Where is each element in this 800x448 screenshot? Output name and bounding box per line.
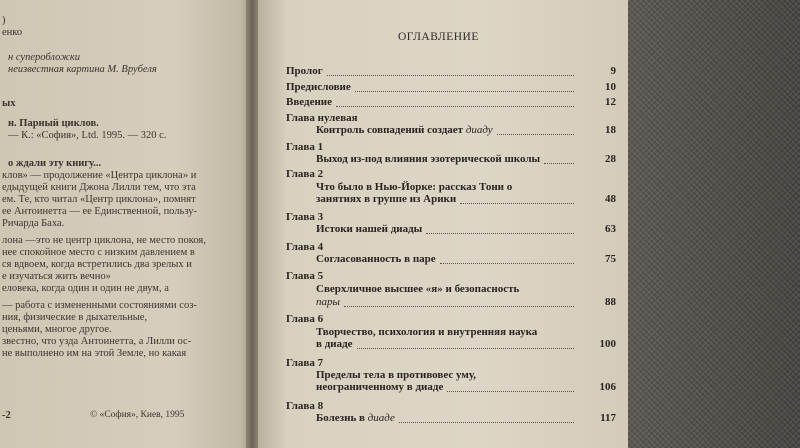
toc-entry bbox=[258, 296, 628, 312]
toc-entry-title bbox=[316, 153, 540, 165]
toc-entry-text: Сверхличное высшее «я» и безопасность bbox=[316, 283, 520, 295]
toc-leader-dots bbox=[460, 193, 574, 204]
toc-entry-text: Контроль совпадений создает bbox=[316, 124, 466, 136]
toc-entry-title bbox=[316, 253, 436, 265]
toc-entry-title bbox=[316, 412, 395, 424]
toc-entry-title bbox=[316, 326, 537, 338]
left-page-footer-number: -2 bbox=[2, 410, 11, 421]
toc-page-number: 106 bbox=[599, 381, 616, 393]
toc-entry-title bbox=[286, 357, 323, 369]
toc-entry bbox=[258, 223, 628, 239]
toc-page-number: 88 bbox=[605, 296, 616, 308]
toc-page-number: 117 bbox=[600, 412, 616, 424]
toc-leader-dots bbox=[336, 96, 574, 107]
left-page-text-line: не выполнено им на этой Земле, но какая bbox=[2, 348, 187, 359]
toc-entry-title bbox=[316, 369, 476, 381]
left-page bbox=[0, 0, 250, 448]
toc-leader-dots bbox=[399, 412, 574, 423]
left-page-copyright: © «София», Киев, 1995 bbox=[90, 410, 185, 420]
toc-entry-italic: диаде bbox=[367, 412, 395, 424]
toc-entry-text: Глава 2 bbox=[286, 168, 324, 180]
toc-leader-dots bbox=[497, 124, 574, 135]
toc-entry-title bbox=[316, 381, 443, 393]
toc-leader-dots bbox=[355, 81, 574, 92]
toc-page-number: 28 bbox=[605, 153, 616, 165]
toc-entry-text: неограниченному в диаде bbox=[316, 381, 444, 393]
toc-entry-text: Истоки нашей диады bbox=[316, 223, 423, 235]
toc-entry-text: Глава 5 bbox=[286, 270, 324, 282]
left-page-text-line: клов» — продолжение «Центра циклона» и bbox=[2, 170, 197, 181]
toc-leader-dots bbox=[357, 338, 574, 349]
toc-entry bbox=[258, 193, 628, 209]
left-page-text-line: нее спокойное место с низким давлением в bbox=[2, 247, 195, 258]
toc-page-number: 48 bbox=[605, 193, 616, 205]
left-page-text-line: едыдущей книги Джона Лилли тем, что эта bbox=[2, 182, 196, 193]
toc-entry-italic: пары bbox=[316, 296, 340, 308]
toc-entry-text: Глава 4 bbox=[286, 241, 324, 253]
toc-entry-italic: диаду bbox=[465, 124, 493, 136]
toc-entry-title bbox=[286, 96, 332, 108]
toc-entry bbox=[258, 96, 628, 112]
toc-leader-dots bbox=[544, 153, 574, 164]
left-page-text-line: енко bbox=[2, 27, 23, 38]
toc-entry-title bbox=[286, 112, 358, 124]
toc-entry-title bbox=[286, 313, 323, 325]
left-page-text-line: ем. Те, кто читал «Центр циклона», помнят bbox=[2, 194, 196, 205]
toc-page-number: 12 bbox=[605, 96, 616, 108]
left-page-text-line: звестно, что узда Антоинетта, а Лилли ос- bbox=[2, 336, 192, 347]
left-page-text-line: н. Парный циклов. bbox=[8, 118, 99, 129]
toc-entry-title bbox=[286, 81, 351, 93]
toc-entry-title bbox=[286, 168, 323, 180]
toc-entry-title bbox=[286, 65, 323, 77]
toc-entry bbox=[258, 253, 628, 269]
toc-leader-dots bbox=[327, 65, 574, 76]
toc-entry-title bbox=[286, 211, 323, 223]
toc-title: ОГЛАВЛЕНИЕ bbox=[398, 31, 479, 43]
left-page-text-line: — работа с измененными состояниями соз- bbox=[2, 300, 197, 311]
toc-page-number: 100 bbox=[599, 338, 616, 350]
toc-entry bbox=[258, 124, 628, 140]
toc-leader-dots bbox=[440, 253, 574, 264]
toc-entry-title bbox=[286, 270, 323, 282]
toc-entry-title bbox=[316, 124, 493, 136]
toc-entry-text: Болезнь в bbox=[316, 412, 368, 424]
left-page-text-line: неизвестная картина М. Врубеля bbox=[8, 64, 157, 75]
left-page-text-line: Ричарда Баха. bbox=[2, 218, 65, 229]
toc-entry-title bbox=[286, 241, 323, 253]
left-page-text-line: ния, физические в дыхательные, bbox=[2, 312, 148, 323]
toc-entry bbox=[258, 153, 628, 169]
toc-entry bbox=[258, 381, 628, 397]
toc-entry-text: Глава 8 bbox=[286, 400, 324, 412]
toc-page-number: 18 bbox=[605, 124, 616, 136]
toc-entry-text: Глава 7 bbox=[286, 357, 324, 369]
toc-entry bbox=[258, 338, 628, 354]
left-page-text-line: ее Антоинетта — ее Единственной, пользу- bbox=[2, 206, 197, 217]
toc-entry-text: Что было в Нью-Йорке: рассказ Тони о bbox=[316, 181, 513, 193]
toc-entry-title bbox=[316, 338, 353, 350]
toc-entry-text: Предисловие bbox=[286, 81, 351, 93]
toc-entry-text: Пролог bbox=[286, 65, 323, 77]
toc-page-number: 75 bbox=[605, 253, 616, 265]
toc-entry bbox=[258, 81, 628, 97]
toc-entry-title bbox=[286, 141, 323, 153]
toc-leader-dots bbox=[426, 223, 574, 234]
toc-entry-text: Глава 6 bbox=[286, 313, 324, 325]
left-page-text-line: ) bbox=[2, 15, 6, 26]
toc-leader-dots bbox=[447, 381, 574, 392]
toc-entry bbox=[258, 65, 628, 81]
toc-entry-text: Согласованность в паре bbox=[316, 253, 436, 265]
left-page-text-line: е изучаться жить вечно» bbox=[2, 271, 111, 282]
toc-entry-title bbox=[316, 223, 422, 235]
toc-entry-text: Выход из-под влияния эзотерической школы bbox=[316, 153, 541, 165]
toc-page-number: 63 bbox=[605, 223, 616, 235]
toc-page-number: 10 bbox=[605, 81, 616, 93]
left-page-text-line: о ждали эту книгу... bbox=[8, 158, 102, 169]
toc-entry-title bbox=[316, 283, 519, 295]
toc-entry-title bbox=[316, 193, 456, 205]
left-page-text-line: — К.: «София», Ltd. 1995. — 320 с. bbox=[8, 130, 167, 141]
right-page-table-of-contents bbox=[258, 0, 628, 448]
toc-entry-text: Глава 1 bbox=[286, 141, 324, 153]
left-page-text-line: ых bbox=[2, 98, 16, 109]
toc-leader-dots bbox=[344, 296, 574, 307]
toc-entry-text: Введение bbox=[286, 96, 333, 108]
left-page-text-line: ся вдвоем, когда встретились два зрелых и bbox=[2, 259, 192, 270]
toc-entry-text: занятиях в группе из Арики bbox=[316, 193, 457, 205]
toc-entry-text: Творчество, психология и внутренняя наука bbox=[316, 326, 538, 338]
toc-page-number: 9 bbox=[610, 65, 616, 77]
toc-entry-title bbox=[286, 400, 323, 412]
toc-entry bbox=[258, 412, 628, 428]
left-page-text-line: еловека, когда один и один не двум, а bbox=[2, 283, 169, 294]
toc-entry-text: Глава нулевая bbox=[286, 112, 358, 124]
toc-entry-title bbox=[316, 181, 512, 193]
toc-entry-text: Глава 3 bbox=[286, 211, 324, 223]
left-page-text-line: лона —это не центр циклона, не место покоя, bbox=[2, 235, 206, 246]
fabric-background bbox=[628, 0, 800, 448]
toc-entry-title bbox=[316, 296, 340, 308]
left-page-text-line: н суперобложки bbox=[8, 52, 80, 63]
toc-entry-text: в диаде bbox=[316, 338, 353, 350]
left-page-text-line: ценьями, многое другое. bbox=[2, 324, 112, 335]
toc-entry-text: Пределы тела в противовес уму, bbox=[316, 369, 476, 381]
